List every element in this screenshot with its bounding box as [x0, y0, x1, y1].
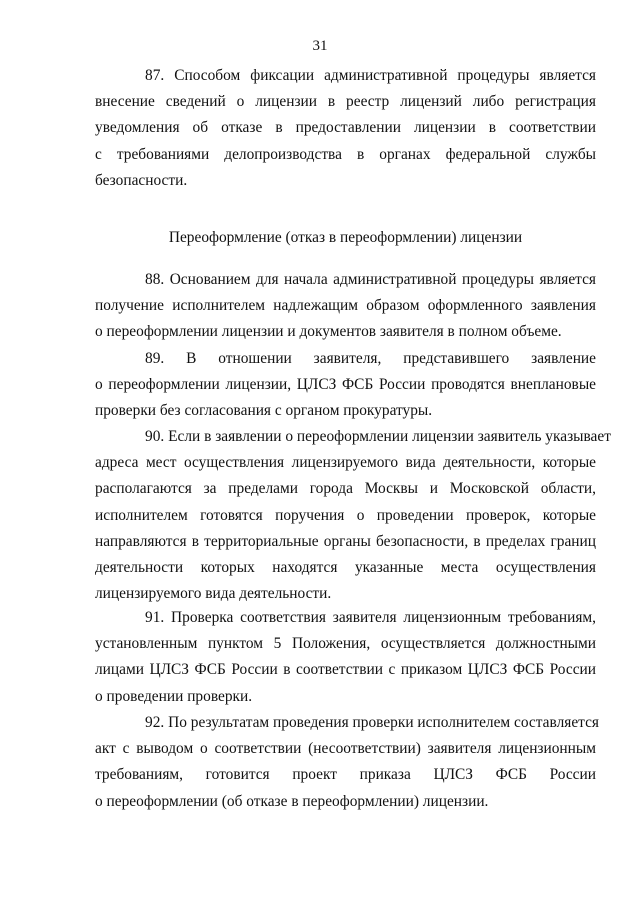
paragraph-90-line-1: 90. Если в заявлении о переоформлении лицензии заявитель указывает — [145, 428, 611, 445]
paragraph-92 — [95, 710, 599, 815]
paragraph-90 — [95, 424, 611, 607]
paragraph-91-line-2: установленным пунктом 5 Положения, осуществляется должностными — [95, 635, 596, 653]
paragraph-89-line-2: о переоформлении лицензии, ЦЛСЗ ФСБ России проводятся внеплановые — [95, 376, 596, 394]
paragraph-89 — [95, 346, 596, 425]
paragraph-90-line-4: исполнителем готовятся поручения о проведении проверок, которые — [95, 506, 596, 524]
paragraph-90-line-3: располагаются за пределами города Москвы и Московской области, — [95, 480, 596, 498]
paragraph-88-line-3: о переоформлении лицензии и документов заявителя в полном объеме. — [95, 323, 562, 341]
paragraph-92-line-4: о переоформлении (об отказе в переоформлении) лицензии. — [95, 792, 489, 810]
paragraph-88-line-2: получение исполнителем надлежащим образом оформленного заявления — [95, 297, 596, 315]
paragraph-92-line-2: акт с выводом о соответствии (несоответствии) заявителя лицензионным — [95, 740, 596, 758]
paragraph-92-line-1: 92. По результатам проведения проверки исполнителем составляется — [145, 714, 599, 731]
paragraph-91-line-3: лицами ЦЛСЗ ФСБ России в соответствии с приказом ЦЛСЗ ФСБ России — [95, 661, 596, 679]
paragraph-91-line-1: 91. Проверка соответствия заявителя лицензионным требованиям, — [145, 609, 596, 626]
paragraph-90-line-2: адреса мест осуществления лицензируемого вида деятельности, которые — [95, 454, 596, 472]
paragraph-87-line-5: безопасности. — [95, 171, 188, 189]
paragraph-88 — [95, 267, 596, 346]
paragraph-87-line-3: уведомления об отказе в предоставлении лицензии в соответствии — [95, 119, 596, 137]
section-heading: Переоформление (отказ в переоформлении) лицензии — [168, 229, 523, 246]
paragraph-91 — [95, 605, 596, 710]
paragraph-87-line-2: внесение сведений о лицензии в реестр лицензий либо регистрация — [95, 93, 596, 111]
paragraph-87-line-4: с требованиями делопроизводства в органах федеральной службы — [95, 145, 596, 163]
paragraph-90-line-6: деятельности которых находятся указанные места осуществления — [95, 559, 596, 577]
page-number: 31 — [312, 38, 328, 54]
paragraph-87 — [95, 63, 596, 194]
paragraph-87-line-1: 87. Способом фиксации административной процедуры является — [145, 67, 596, 84]
paragraph-90-line-7: лицензируемого вида деятельности. — [95, 585, 332, 603]
paragraph-90-line-5: направляются в территориальные органы безопасности, в пределах границ — [95, 532, 596, 550]
paragraph-89-line-1: 89. В отношении заявителя, представившего заявление — [145, 350, 596, 367]
paragraph-89-line-3: проверки без согласования с органом прокуратуры. — [95, 402, 433, 420]
paragraph-92-line-3: требованиям, готовится проект приказа ЦЛСЗ ФСБ России — [95, 766, 596, 784]
paragraph-91-line-4: о проведении проверки. — [95, 687, 253, 705]
paragraph-88-line-1: 88. Основанием для начала административной процедуры является — [145, 271, 596, 288]
